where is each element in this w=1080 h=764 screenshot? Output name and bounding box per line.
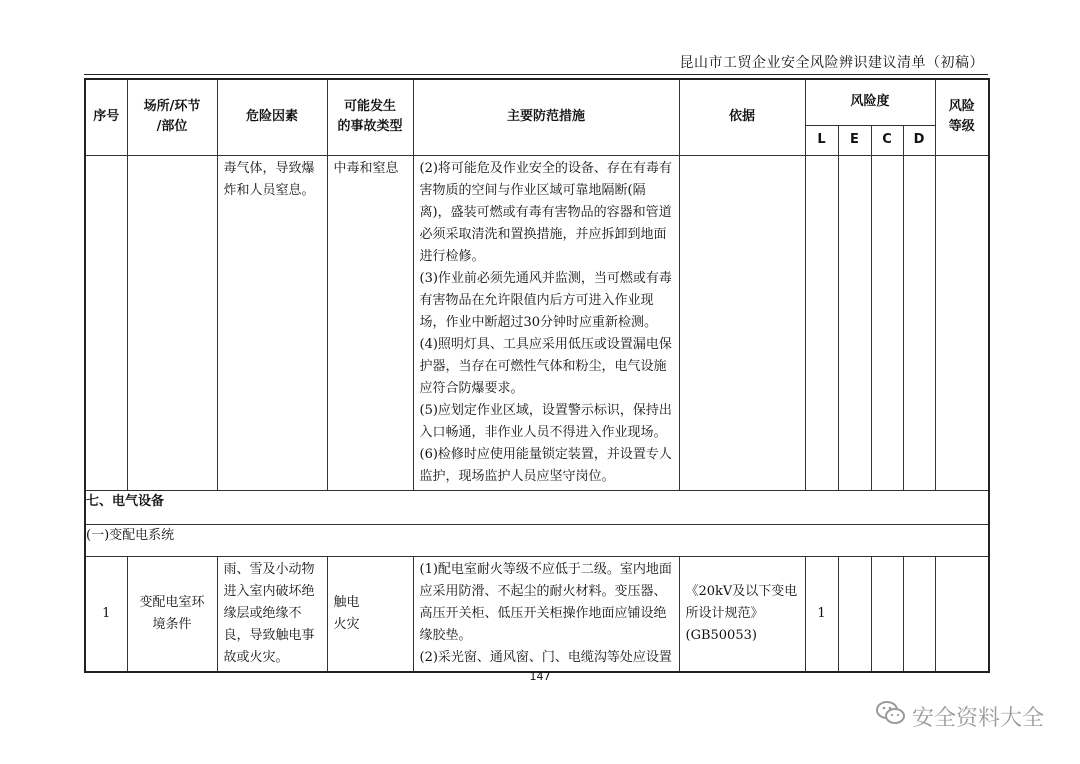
header-accident-type: 可能发生 的事故类型 bbox=[327, 79, 413, 155]
header-L: L bbox=[805, 125, 838, 155]
section-title: 七、电气设备 bbox=[85, 490, 989, 524]
measure-item: (4)照明灯具、工具应采用低压或设置漏电保护器，当存在可燃性气体和粉尘，电气设施应符合防爆要求。 bbox=[419, 336, 672, 396]
measure-item: (6)检修时应使用能量锁定装置，并设置专人监护，现场监护人员应坚守岗位。 bbox=[419, 446, 672, 484]
table-row bbox=[85, 155, 989, 490]
cell-seq bbox=[85, 155, 127, 490]
watermark-text: 安全资料大全 bbox=[911, 705, 1044, 731]
subsection-title: (一)变配电系统 bbox=[85, 524, 989, 556]
header-location: 场所/环节 /部位 bbox=[127, 79, 217, 155]
header-rule bbox=[84, 74, 988, 75]
measure-item: (3)作业前必须先通风并监测，当可燃或有毒有害物品在允许限值内后方可进入作业现场，作业中断超过30分钟时应重新检测。 bbox=[419, 270, 672, 330]
location-text: 变配电室环境条件 bbox=[139, 594, 205, 632]
accident-text: 中毒和窒息 bbox=[333, 160, 399, 176]
header-D: D bbox=[903, 125, 935, 155]
cell-E bbox=[838, 556, 871, 672]
cell-accident bbox=[327, 155, 413, 490]
header-risk-degree: 风险度 bbox=[805, 79, 935, 125]
cell-level bbox=[935, 155, 989, 490]
cell-seq: 1 bbox=[85, 556, 127, 672]
header-measures: 主要防范措施 bbox=[413, 79, 679, 155]
header-risk-level: 风险 等级 bbox=[935, 79, 989, 155]
header-seq: 序号 bbox=[85, 79, 127, 155]
cell-E bbox=[838, 155, 871, 490]
hazard-text: 毒气体，导致爆炸和人员窒息。 bbox=[223, 160, 315, 198]
header-E: E bbox=[838, 125, 871, 155]
section-row bbox=[85, 490, 989, 524]
cell-D bbox=[903, 155, 935, 490]
cell-measures bbox=[413, 556, 679, 672]
measures-list bbox=[414, 557, 679, 671]
measures-list bbox=[414, 156, 679, 490]
cell-location bbox=[127, 155, 217, 490]
cell-hazard bbox=[217, 155, 327, 490]
cell-accident bbox=[327, 556, 413, 672]
measure-item: (5)应划定作业区域，设置警示标识，保持出入口畅通，非作业人员不得进入作业现场。 bbox=[419, 402, 672, 440]
header-basis: 依据 bbox=[679, 79, 805, 155]
wechat-icon bbox=[876, 700, 906, 732]
cell-D bbox=[903, 556, 935, 672]
cell-location bbox=[127, 556, 217, 672]
document-header-title: 昆山市工贸企业安全风险辨识建议清单（初稿） bbox=[679, 55, 984, 71]
table-row bbox=[85, 556, 989, 672]
cell-measures bbox=[413, 155, 679, 490]
measure-item: (1)配电室耐火等级不应低于二级。室内地面应采用防滑、不起尘的耐火材料。变压器、高压开关柜、低压开关柜操作地面应铺设绝缘胶垫。 bbox=[419, 561, 672, 643]
basis-text: 《20kV及以下变电所设计规范》(GB50053) bbox=[685, 583, 798, 643]
page-number: 147 bbox=[529, 670, 551, 683]
cell-level bbox=[935, 556, 989, 672]
accident-text: 触电 火灾 bbox=[333, 594, 360, 632]
header-hazard: 危险因素 bbox=[217, 79, 327, 155]
cell-L: 1 bbox=[805, 556, 838, 672]
watermark bbox=[876, 700, 1044, 732]
cell-C bbox=[871, 556, 903, 672]
header-C: C bbox=[871, 125, 903, 155]
cell-C bbox=[871, 155, 903, 490]
hazard-text: 雨、雪及小动物进入室内破坏绝缘层或绝缘不良，导致触电事故或火灾。 bbox=[223, 561, 315, 665]
cell-basis bbox=[679, 556, 805, 672]
cell-basis bbox=[679, 155, 805, 490]
cell-hazard bbox=[217, 556, 327, 672]
risk-table bbox=[84, 78, 990, 673]
measure-item: (2)采光窗、通风窗、门、电缆沟等处应设置 bbox=[419, 649, 672, 665]
measure-item: (2)将可能危及作业安全的设备、存在有毒有害物质的空间与作业区域可靠地隔断(隔离)，盛装可燃或有毒有害物品的容器和管道必须采取清洗和置换措施，并应拆卸到地面进行检修。 bbox=[419, 160, 672, 264]
subsection-row bbox=[85, 524, 989, 556]
cell-L bbox=[805, 155, 838, 490]
